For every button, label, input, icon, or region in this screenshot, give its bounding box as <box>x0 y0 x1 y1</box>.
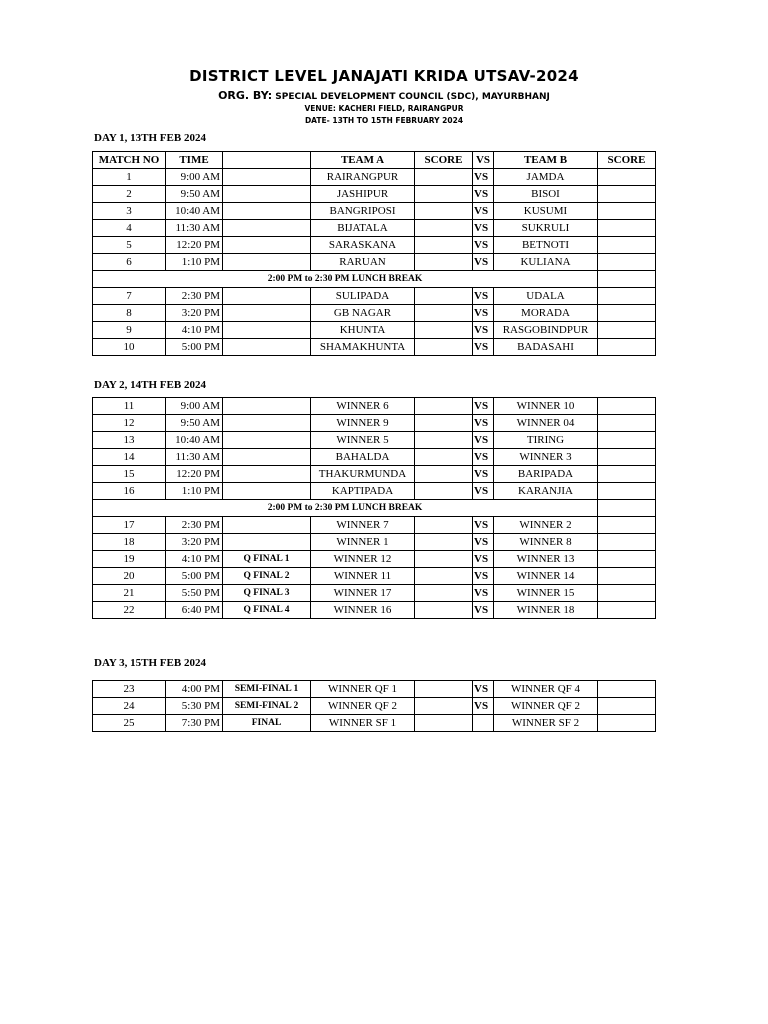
team-b-name: WINNER SF 2 <box>494 715 598 732</box>
day-1-schedule-table <box>92 151 656 356</box>
match-number: 6 <box>93 254 166 271</box>
match-number: 23 <box>93 681 166 698</box>
match-time: 7:30 PM <box>166 715 223 732</box>
team-b-name: KARANJIA <box>494 483 598 500</box>
team-b-name: WINNER 18 <box>494 602 598 619</box>
team-b-score <box>598 339 656 356</box>
team-a-score <box>415 681 473 698</box>
team-b-score <box>598 432 656 449</box>
match-row <box>93 254 656 271</box>
team-b-score <box>598 715 656 732</box>
match-number: 1 <box>93 169 166 186</box>
team-b-score <box>598 288 656 305</box>
team-b-score <box>598 203 656 220</box>
match-no-header: MATCH NO <box>93 152 166 169</box>
score-a-header: SCORE <box>415 152 473 169</box>
team-a-name: BIJATALA <box>311 220 415 237</box>
match-time: 9:00 AM <box>166 169 223 186</box>
team-a-name: BAHALDA <box>311 449 415 466</box>
versus-label: VS <box>473 517 494 534</box>
team-b-score <box>598 169 656 186</box>
match-stage <box>223 517 311 534</box>
team-b-score <box>598 551 656 568</box>
match-number: 14 <box>93 449 166 466</box>
match-row <box>93 551 656 568</box>
team-a-score <box>415 169 473 186</box>
match-time: 9:00 AM <box>166 398 223 415</box>
match-row <box>93 186 656 203</box>
match-row <box>93 237 656 254</box>
team-a-name: GB NAGAR <box>311 305 415 322</box>
match-stage <box>223 415 311 432</box>
day-2-schedule-table <box>92 397 656 619</box>
versus-label: VS <box>473 534 494 551</box>
team-b-name: SUKRULI <box>494 220 598 237</box>
day-3-schedule-table <box>92 680 656 732</box>
match-number: 19 <box>93 551 166 568</box>
versus-label: VS <box>473 322 494 339</box>
team-b-name: WINNER 3 <box>494 449 598 466</box>
match-time: 12:20 PM <box>166 237 223 254</box>
team-a-header: TEAM A <box>311 152 415 169</box>
match-row <box>93 288 656 305</box>
match-number: 4 <box>93 220 166 237</box>
team-a-score <box>415 698 473 715</box>
match-row <box>93 483 656 500</box>
organizer-line <box>0 89 768 102</box>
match-time: 2:30 PM <box>166 517 223 534</box>
match-row <box>93 415 656 432</box>
match-time: 1:10 PM <box>166 254 223 271</box>
day-1-label: DAY 1, 13TH FEB 2024 <box>94 132 206 144</box>
match-time: 4:00 PM <box>166 681 223 698</box>
team-a-score <box>415 483 473 500</box>
team-a-name: JASHIPUR <box>311 186 415 203</box>
match-row <box>93 568 656 585</box>
team-a-score <box>415 339 473 356</box>
team-a-score <box>415 602 473 619</box>
match-stage <box>223 169 311 186</box>
team-b-score <box>598 415 656 432</box>
match-stage: Q FINAL 3 <box>223 585 311 602</box>
match-time: 1:10 PM <box>166 483 223 500</box>
match-time: 9:50 AM <box>166 186 223 203</box>
match-stage <box>223 432 311 449</box>
team-a-name: WINNER 7 <box>311 517 415 534</box>
versus-label: VS <box>473 449 494 466</box>
team-a-name: WINNER 6 <box>311 398 415 415</box>
lunch-break-blank-cell <box>598 500 656 517</box>
match-row <box>93 466 656 483</box>
team-a-score <box>415 449 473 466</box>
match-number: 17 <box>93 517 166 534</box>
match-number: 15 <box>93 466 166 483</box>
team-a-name: WINNER 11 <box>311 568 415 585</box>
team-a-score <box>415 585 473 602</box>
team-b-name: BARIPADA <box>494 466 598 483</box>
team-b-name: BADASAHI <box>494 339 598 356</box>
match-stage: FINAL <box>223 715 311 732</box>
match-row <box>93 305 656 322</box>
match-number: 21 <box>93 585 166 602</box>
team-b-score <box>598 237 656 254</box>
match-time: 5:00 PM <box>166 568 223 585</box>
team-b-name: WINNER 10 <box>494 398 598 415</box>
match-stage <box>223 288 311 305</box>
match-time: 5:50 PM <box>166 585 223 602</box>
match-time: 3:20 PM <box>166 305 223 322</box>
team-a-name: WINNER 1 <box>311 534 415 551</box>
match-stage <box>223 305 311 322</box>
match-number: 7 <box>93 288 166 305</box>
team-a-score <box>415 398 473 415</box>
match-row <box>93 169 656 186</box>
team-a-name: WINNER 12 <box>311 551 415 568</box>
time-header: TIME <box>166 152 223 169</box>
match-number: 22 <box>93 602 166 619</box>
team-a-name: WINNER 5 <box>311 432 415 449</box>
match-row <box>93 339 656 356</box>
team-a-score <box>415 220 473 237</box>
team-a-name: SARASKANA <box>311 237 415 254</box>
team-b-name: MORADA <box>494 305 598 322</box>
match-time: 4:10 PM <box>166 322 223 339</box>
match-stage: SEMI-FINAL 1 <box>223 681 311 698</box>
team-b-score <box>598 568 656 585</box>
versus-label: VS <box>473 398 494 415</box>
lunch-break-row <box>93 271 656 288</box>
team-b-score <box>598 517 656 534</box>
match-time: 12:20 PM <box>166 466 223 483</box>
match-stage <box>223 398 311 415</box>
team-b-name: BETNOTI <box>494 237 598 254</box>
team-a-name: RARUAN <box>311 254 415 271</box>
team-a-score <box>415 203 473 220</box>
team-a-name: WINNER 16 <box>311 602 415 619</box>
versus-label: VS <box>473 203 494 220</box>
versus-label: VS <box>473 288 494 305</box>
vs-header: VS <box>473 152 494 169</box>
team-b-name: WINNER QF 2 <box>494 698 598 715</box>
score-b-header: SCORE <box>598 152 656 169</box>
match-row <box>93 398 656 415</box>
team-a-name: WINNER SF 1 <box>311 715 415 732</box>
versus-label: VS <box>473 339 494 356</box>
team-a-name: BANGRIPOSI <box>311 203 415 220</box>
team-b-name: KUSUMI <box>494 203 598 220</box>
team-a-score <box>415 568 473 585</box>
match-row <box>93 220 656 237</box>
match-stage: Q FINAL 2 <box>223 568 311 585</box>
versus-label: VS <box>473 568 494 585</box>
match-stage <box>223 322 311 339</box>
match-stage <box>223 186 311 203</box>
team-b-header: TEAM B <box>494 152 598 169</box>
team-b-score <box>598 602 656 619</box>
match-number: 11 <box>93 398 166 415</box>
team-b-score <box>598 322 656 339</box>
team-b-score <box>598 398 656 415</box>
team-a-name: WINNER 17 <box>311 585 415 602</box>
match-stage <box>223 254 311 271</box>
match-number: 20 <box>93 568 166 585</box>
team-a-name: WINNER 9 <box>311 415 415 432</box>
match-stage <box>223 220 311 237</box>
team-a-name: WINNER QF 1 <box>311 681 415 698</box>
match-time: 2:30 PM <box>166 288 223 305</box>
versus-label: VS <box>473 237 494 254</box>
match-time: 3:20 PM <box>166 534 223 551</box>
match-row <box>93 432 656 449</box>
match-time: 10:40 AM <box>166 203 223 220</box>
team-b-name: WINNER 13 <box>494 551 598 568</box>
day-3-label: DAY 3, 15TH FEB 2024 <box>94 657 206 669</box>
team-b-name: WINNER 8 <box>494 534 598 551</box>
team-a-score <box>415 551 473 568</box>
team-a-score <box>415 254 473 271</box>
team-b-score <box>598 186 656 203</box>
team-b-score <box>598 681 656 698</box>
match-row <box>93 322 656 339</box>
team-b-name: UDALA <box>494 288 598 305</box>
team-b-name: RASGOBINDPUR <box>494 322 598 339</box>
versus-label: VS <box>473 220 494 237</box>
match-time: 11:30 AM <box>166 449 223 466</box>
page-title: DISTRICT LEVEL JANAJATI KRIDA UTSAV-2024 <box>189 67 579 85</box>
match-time: 5:30 PM <box>166 698 223 715</box>
versus-label: VS <box>473 602 494 619</box>
match-number: 10 <box>93 339 166 356</box>
team-b-name: JAMDA <box>494 169 598 186</box>
organizer-value: SPECIAL DEVELOPMENT COUNCIL (SDC), MAYURBHANJ <box>275 92 550 102</box>
team-a-name: SULIPADA <box>311 288 415 305</box>
versus-label: VS <box>473 466 494 483</box>
team-a-name: THAKURMUNDA <box>311 466 415 483</box>
team-a-score <box>415 517 473 534</box>
versus-label: VS <box>473 585 494 602</box>
match-number: 9 <box>93 322 166 339</box>
team-b-score <box>598 534 656 551</box>
match-number: 24 <box>93 698 166 715</box>
stage-header <box>223 152 311 169</box>
team-b-score <box>598 449 656 466</box>
team-a-score <box>415 305 473 322</box>
match-number: 12 <box>93 415 166 432</box>
team-a-name: KHUNTA <box>311 322 415 339</box>
match-stage <box>223 339 311 356</box>
team-a-name: KAPTIPADA <box>311 483 415 500</box>
versus-label: VS <box>473 415 494 432</box>
versus-label: VS <box>473 698 494 715</box>
team-a-score <box>415 534 473 551</box>
match-stage: Q FINAL 4 <box>223 602 311 619</box>
team-a-name: RAIRANGPUR <box>311 169 415 186</box>
team-b-name: BISOI <box>494 186 598 203</box>
match-number: 18 <box>93 534 166 551</box>
date-line: DATE- 13TH TO 15TH FEBRUARY 2024 <box>304 116 464 125</box>
match-row <box>93 203 656 220</box>
match-stage <box>223 466 311 483</box>
team-a-score <box>415 432 473 449</box>
match-time: 5:00 PM <box>166 339 223 356</box>
team-b-score <box>598 698 656 715</box>
table-header-row <box>93 152 656 169</box>
team-a-score <box>415 288 473 305</box>
match-time: 4:10 PM <box>166 551 223 568</box>
match-stage <box>223 203 311 220</box>
match-row <box>93 681 656 698</box>
match-number: 2 <box>93 186 166 203</box>
match-stage <box>223 237 311 254</box>
lunch-break-blank-cell <box>598 271 656 288</box>
team-b-name: TIRING <box>494 432 598 449</box>
match-row <box>93 602 656 619</box>
team-b-name: WINNER QF 4 <box>494 681 598 698</box>
team-a-score <box>415 322 473 339</box>
team-a-score <box>415 466 473 483</box>
match-number: 5 <box>93 237 166 254</box>
team-b-score <box>598 305 656 322</box>
team-b-name: WINNER 2 <box>494 517 598 534</box>
match-number: 8 <box>93 305 166 322</box>
match-time: 11:30 AM <box>166 220 223 237</box>
match-row <box>93 449 656 466</box>
team-b-name: WINNER 04 <box>494 415 598 432</box>
day-2-label: DAY 2, 14TH FEB 2024 <box>94 379 206 391</box>
versus-label: VS <box>473 551 494 568</box>
team-a-score <box>415 715 473 732</box>
match-time: 9:50 AM <box>166 415 223 432</box>
match-number: 3 <box>93 203 166 220</box>
team-b-score <box>598 220 656 237</box>
team-b-name: KULIANA <box>494 254 598 271</box>
versus-label: VS <box>473 432 494 449</box>
lunch-break-label: 2:00 PM to 2:30 PM LUNCH BREAK <box>93 500 598 517</box>
match-stage: Q FINAL 1 <box>223 551 311 568</box>
match-row <box>93 517 656 534</box>
match-row <box>93 534 656 551</box>
team-b-score <box>598 466 656 483</box>
match-stage <box>223 483 311 500</box>
versus-label: VS <box>473 169 494 186</box>
team-a-name: WINNER QF 2 <box>311 698 415 715</box>
team-b-score <box>598 483 656 500</box>
venue-line: VENUE: KACHERI FIELD, RAIRANGPUR <box>304 104 464 113</box>
team-a-score <box>415 237 473 254</box>
team-b-score <box>598 254 656 271</box>
lunch-break-label: 2:00 PM to 2:30 PM LUNCH BREAK <box>93 271 598 288</box>
match-stage: SEMI-FINAL 2 <box>223 698 311 715</box>
organizer-label: ORG. BY: <box>218 89 273 102</box>
versus-label: VS <box>473 186 494 203</box>
team-a-name: SHAMAKHUNTA <box>311 339 415 356</box>
versus-label: VS <box>473 305 494 322</box>
match-time: 10:40 AM <box>166 432 223 449</box>
lunch-break-row <box>93 500 656 517</box>
match-stage <box>223 449 311 466</box>
match-number: 25 <box>93 715 166 732</box>
match-time: 6:40 PM <box>166 602 223 619</box>
versus-label: VS <box>473 254 494 271</box>
match-stage <box>223 534 311 551</box>
versus-label: VS <box>473 483 494 500</box>
team-b-score <box>598 585 656 602</box>
versus-label <box>473 715 494 732</box>
team-b-name: WINNER 15 <box>494 585 598 602</box>
match-row <box>93 585 656 602</box>
team-b-name: WINNER 14 <box>494 568 598 585</box>
team-a-score <box>415 186 473 203</box>
match-number: 16 <box>93 483 166 500</box>
match-row <box>93 698 656 715</box>
team-a-score <box>415 415 473 432</box>
versus-label: VS <box>473 681 494 698</box>
match-number: 13 <box>93 432 166 449</box>
match-row <box>93 715 656 732</box>
